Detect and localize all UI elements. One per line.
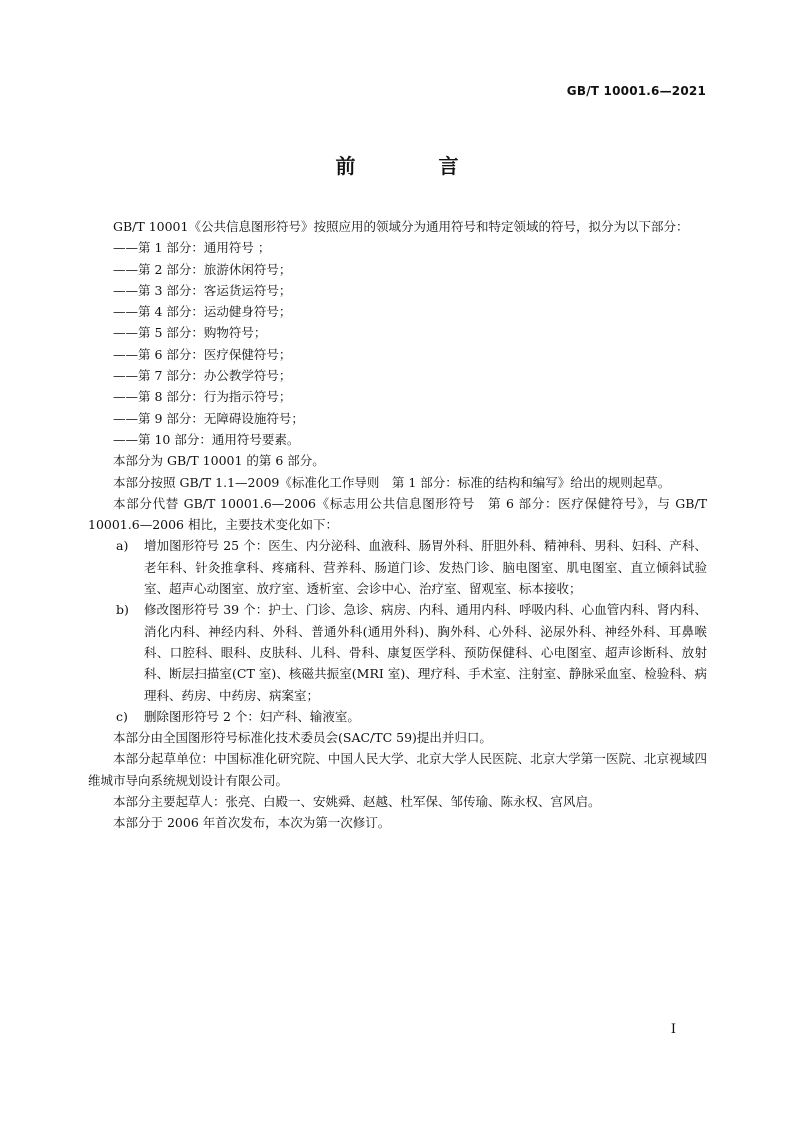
- part-item: ——第 7 部分：办公教学符号；: [113, 368, 292, 384]
- change-label: c): [116, 708, 128, 724]
- proposer-statement: 本部分由全国图形符号标准化技术委员会(SAC/TC 59)提出并归口。: [113, 730, 492, 746]
- part-item: ——第 2 部分：旅游休闲符号；: [113, 261, 292, 277]
- part-item: ——第 9 部分：无障碍设施符号；: [113, 410, 304, 426]
- change-item: [88, 599, 707, 705]
- changes-list: [88, 535, 707, 727]
- change-item: [88, 706, 707, 727]
- change-text: 增加图形符号 25 个：医生、内分泌科、血液科、肠胃外科、肝胆外科、精神科、男科、妇科、产科、老年科、针灸推拿科、疼痛科、营养科、肠道门诊、发热门诊、脑电图室、肌电图室、直立倾斜试验室、超声心动图室、放疗室、透析室、会诊中心、治疗室、留观室、标本接收；: [144, 538, 707, 597]
- change-text: 修改图形符号 39 个：护士、门诊、急诊、病房、内科、通用内科、呼吸内科、心血管内科、肾内科、消化内科、神经内科、外科、普通外科(通用外科)、胸外科、心外科、泌尿外科、神经外科、耳鼻喉科、口腔科、眼科、皮肤科、儿科、骨科、康复医学科、预防保健科、心电图室、超声诊断科、放射科、断层扫描室(CT 室)、核磁共振室(MRI 室)、理疗科、手术室、注射室、静脉采血室、检验科、病理科、药房、中药房、病案室；: [144, 602, 707, 703]
- part-item: ——第 6 部分：医疗保健符号；: [113, 346, 292, 362]
- part-item: ——第 4 部分：运动健身符号；: [113, 304, 292, 320]
- replacement-statement: 本部分代替 GB/T 10001.6—2006《标志用公共信息图形符号 第 6 部分：医疗保健符号》，与 GB/T 10001.6—2006 相比，主要技术变化如下：: [88, 495, 707, 533]
- intro-paragraph: GB/T 10001《公共信息图形符号》按照应用的领域分为通用符号和特定领域的符号，拟分为以下部分：: [113, 219, 689, 234]
- foreword-body: [88, 216, 707, 834]
- publication-history: 本部分于 2006 年首次发布，本次为第一次修订。: [113, 815, 391, 831]
- part-item: ——第 5 部分：购物符号；: [113, 325, 267, 341]
- part-item: ——第 3 部分：客运货运符号；: [113, 282, 292, 298]
- part-item: ——第 10 部分：通用符号要素。: [113, 431, 300, 447]
- change-text: 删除图形符号 2 个：妇产科、输液室。: [144, 708, 360, 724]
- change-item: [88, 535, 707, 599]
- part-statement: 本部分为 GB/T 10001 的第 6 部分。: [113, 453, 325, 469]
- standard-number: GB/T 10001.6—2021: [566, 84, 706, 98]
- drafting-rules: 本部分按照 GB/T 1.1—2009《标准化工作导则 第 1 部分：标准的结构和编写》给出的规则起草。: [113, 474, 671, 490]
- page-number: I: [670, 1022, 676, 1037]
- change-label: a): [116, 538, 129, 554]
- part-item: ——第 1 部分：通用符号 ；: [113, 240, 271, 256]
- parts-list: [88, 237, 707, 450]
- main-drafters: 本部分主要起草人：张亮、白殿一、安姚舜、赵越、杜军保、邹传瑜、陈永权、宫风启。: [113, 794, 601, 810]
- part-item: ——第 8 部分：行为指示符号；: [113, 389, 292, 405]
- change-label: b): [116, 602, 129, 618]
- drafting-units: 本部分起草单位：中国标准化研究院、中国人民大学、北京大学人民医院、北京大学第一医院、北京视域四维城市导向系统规划设计有限公司。: [88, 751, 707, 788]
- page-title: 前 言: [335, 154, 497, 178]
